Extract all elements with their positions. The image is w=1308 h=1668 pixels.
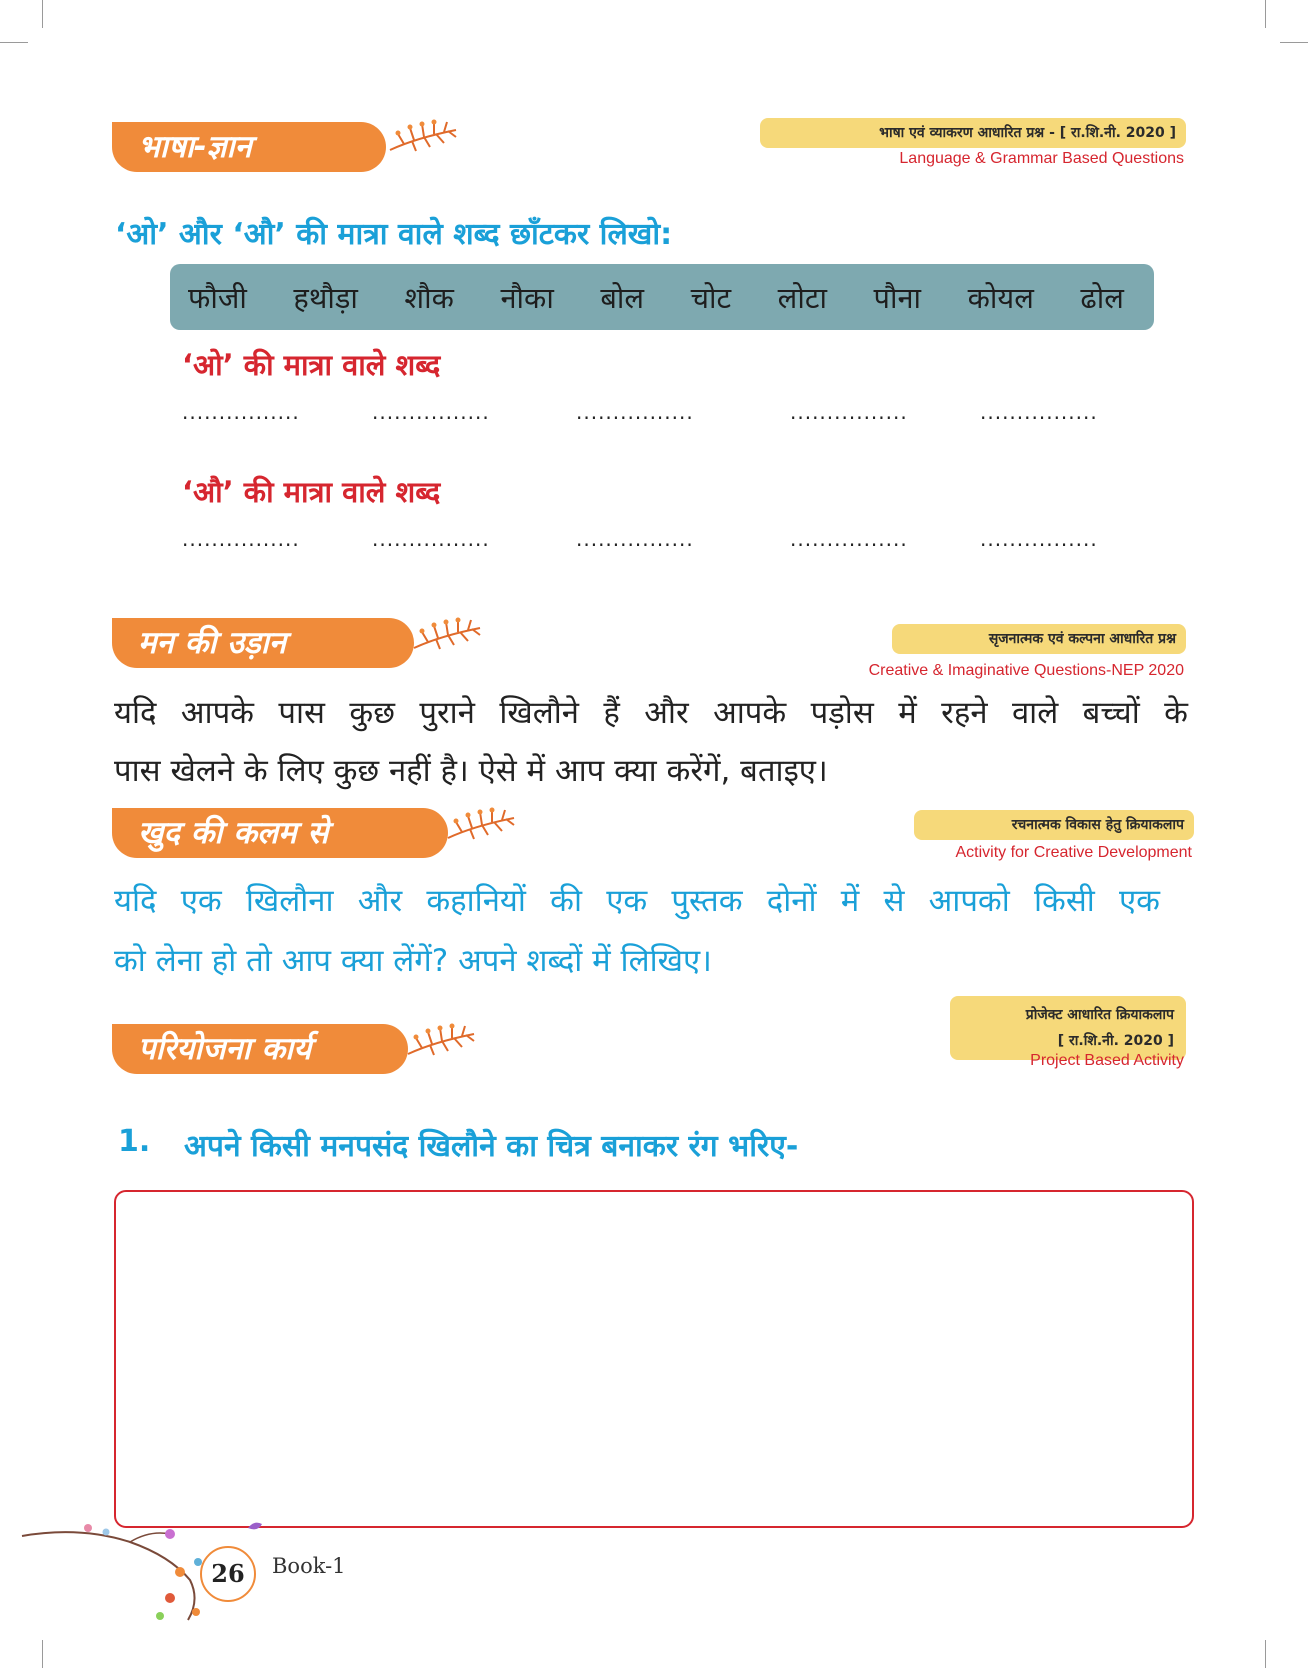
section-title-pariyojana-karya: परियोजना कार्य xyxy=(112,1024,408,1074)
section-tag-line: प्रोजेक्ट आधारित क्रियाकलाप xyxy=(1025,1007,1174,1023)
answer-blank[interactable]: ................ xyxy=(790,400,908,424)
section-tag-line: [ रा.शि.नी. 2020 ] xyxy=(1057,1033,1174,1049)
word-item: पौना xyxy=(873,280,922,315)
word-item: कोयल xyxy=(967,280,1034,315)
section-tag-english: Creative & Imaginative Questions-NEP 2020 xyxy=(868,662,1184,679)
question-heading: ‘ओ’ और ‘औ’ की मात्रा वाले शब्द छाँटकर लिखो: xyxy=(115,217,673,252)
answer-blank[interactable]: ................ xyxy=(372,400,490,424)
section-tag xyxy=(950,996,1186,1060)
section-title-bhasha-gyan: भाषा-ज्ञान xyxy=(112,122,386,172)
leaf-sprig-icon xyxy=(444,804,518,844)
leaf-sprig-icon xyxy=(410,614,484,654)
book-label: Book-1 xyxy=(272,1554,346,1578)
crop-mark xyxy=(1280,42,1308,43)
paragraph-line: पास खेलने के लिए कुछ नहीं है। ऐसे में आप क्या करेंगें, बताइए। xyxy=(114,753,828,789)
section-tag: सृजनात्मक एवं कल्पना आधारित प्रश्न xyxy=(892,624,1186,654)
word-bank xyxy=(170,264,1154,330)
page-number: 26 xyxy=(200,1546,256,1602)
word-item: हथौड़ा xyxy=(293,280,358,315)
word-item: बोल xyxy=(600,280,645,315)
answer-blank[interactable]: ................ xyxy=(372,527,490,551)
paragraph-line: यदि आपके पास कुछ पुराने खिलौने हैं और आपके पड़ोस में रहने वाले बच्चों के xyxy=(114,695,1188,731)
section-title-man-ki-udaan: मन की उड़ान xyxy=(112,618,414,668)
subheading-au-matra: ‘औ’ की मात्रा वाले शब्द xyxy=(182,475,441,509)
section-tag-english: Activity for Creative Development xyxy=(955,844,1192,861)
crop-mark xyxy=(42,1640,43,1668)
answer-blank[interactable]: ................ xyxy=(182,400,300,424)
crop-mark xyxy=(0,42,28,43)
answer-blank[interactable]: ................ xyxy=(576,527,694,551)
word-item: चोट xyxy=(690,280,732,315)
word-item: शौक xyxy=(404,280,454,315)
word-item: फौजी xyxy=(188,280,247,315)
paragraph-line: यदि एक खिलौना और कहानियों की एक पुस्तक दोनों में से आपको किसी एक xyxy=(114,883,1160,919)
answer-blank[interactable]: ................ xyxy=(576,400,694,424)
section-title-khud-ki-kalam-se: खुद की कलम से xyxy=(112,808,448,858)
word-item: लोटा xyxy=(777,280,827,315)
answer-blank[interactable]: ................ xyxy=(980,400,1098,424)
subheading-o-matra: ‘ओ’ की मात्रा वाले शब्द xyxy=(182,348,441,382)
drawing-area[interactable] xyxy=(114,1190,1194,1528)
section-tag: भाषा एवं व्याकरण आधारित प्रश्न - [ रा.शि.नी. 2020 ] xyxy=(760,118,1186,148)
answer-blank[interactable]: ................ xyxy=(790,527,908,551)
section-tag: रचनात्मक विकास हेतु क्रियाकलाप xyxy=(914,810,1194,840)
section-tag-english: Project Based Activity xyxy=(1030,1052,1184,1069)
word-item: नौका xyxy=(500,280,554,315)
answer-blank[interactable]: ................ xyxy=(980,527,1098,551)
paragraph-line: को लेना हो तो आप क्या लेंगें? अपने शब्दों में लिखिए। xyxy=(114,943,712,979)
answer-blank[interactable]: ................ xyxy=(182,527,300,551)
word-item: ढोल xyxy=(1080,280,1124,315)
leaf-sprig-icon xyxy=(404,1020,478,1060)
leaf-sprig-icon xyxy=(386,116,460,156)
section-tag-english: Language & Grammar Based Questions xyxy=(899,150,1184,167)
question-number: 1. xyxy=(118,1124,151,1159)
crop-mark xyxy=(42,0,43,28)
question-heading: अपने किसी मनपसंद खिलौने का चित्र बनाकर रंग भरिए- xyxy=(184,1129,799,1164)
crop-mark xyxy=(1265,1640,1266,1668)
crop-mark xyxy=(1265,0,1266,28)
